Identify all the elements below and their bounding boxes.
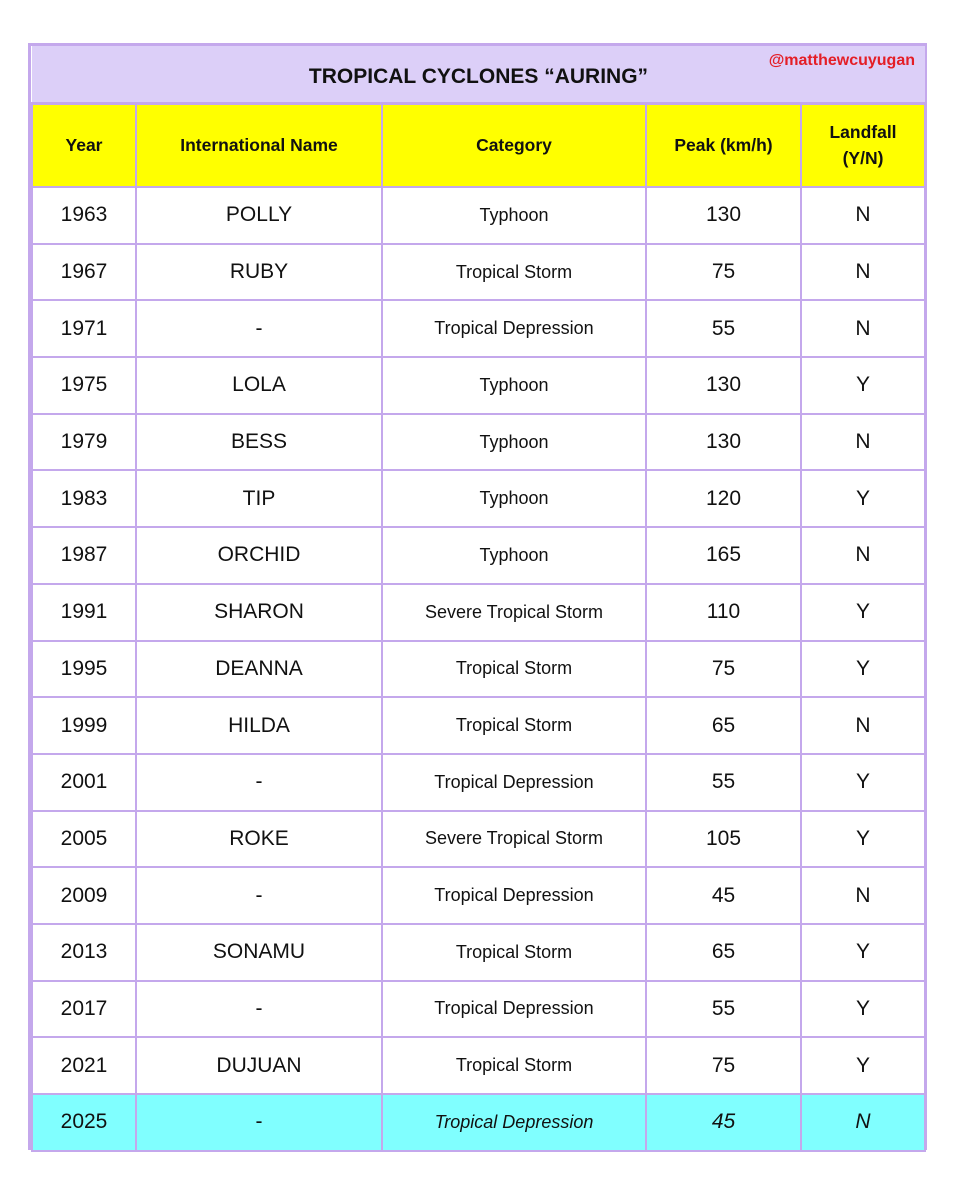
cell-peak: 65 [646,697,801,754]
cell-peak: 110 [646,584,801,641]
cell-international-name: - [136,300,382,357]
cell-international-name: TIP [136,470,382,527]
column-header-peak: Peak (km/h) [646,104,801,188]
cell-peak: 165 [646,527,801,584]
cell-peak: 75 [646,1037,801,1094]
table-row [32,244,925,301]
column-header-international-name: International Name [136,104,382,188]
cell-category: Severe Tropical Storm [382,584,646,641]
cell-category: Tropical Depression [382,867,646,924]
cell-landfall: Y [801,470,925,527]
cell-category: Typhoon [382,470,646,527]
table-title: TROPICAL CYCLONES “AURING” [308,65,649,88]
cell-year: 1975 [32,357,136,414]
cell-year: 1991 [32,584,136,641]
cell-international-name: - [136,981,382,1038]
cell-international-name: - [136,867,382,924]
table-row [32,811,925,868]
column-header-category: Category [382,104,646,188]
cell-category: Tropical Storm [382,697,646,754]
title-row [32,46,925,104]
cell-peak: 45 [646,867,801,924]
title-cell [32,46,925,104]
cell-peak: 75 [646,244,801,301]
cell-peak: 120 [646,470,801,527]
cell-landfall: N [801,1094,925,1151]
cell-peak: 65 [646,924,801,981]
cell-peak: 55 [646,754,801,811]
cell-year: 2001 [32,754,136,811]
cell-category: Typhoon [382,414,646,471]
cell-international-name: - [136,754,382,811]
cell-peak: 45 [646,1094,801,1151]
cell-international-name: RUBY [136,244,382,301]
table-row [32,470,925,527]
table-row [32,527,925,584]
cell-international-name: DEANNA [136,641,382,698]
cell-landfall: Y [801,584,925,641]
cell-landfall: Y [801,981,925,1038]
table-row [32,924,925,981]
cell-year: 1999 [32,697,136,754]
cell-category: Typhoon [382,187,646,244]
cell-category: Severe Tropical Storm [382,811,646,868]
cell-landfall: Y [801,641,925,698]
cell-year: 1963 [32,187,136,244]
cell-year: 2025 [32,1094,136,1151]
cell-international-name: ROKE [136,811,382,868]
table-row [32,357,925,414]
cell-category: Typhoon [382,527,646,584]
cell-category: Tropical Storm [382,924,646,981]
cell-year: 2013 [32,924,136,981]
cell-landfall: N [801,244,925,301]
cell-landfall: Y [801,811,925,868]
cell-category: Tropical Storm [382,1037,646,1094]
cell-peak: 130 [646,187,801,244]
cell-year: 2021 [32,1037,136,1094]
cell-peak: 130 [646,357,801,414]
cell-year: 1983 [32,470,136,527]
cell-year: 2017 [32,981,136,1038]
cell-category: Tropical Storm [382,641,646,698]
cell-international-name: DUJUAN [136,1037,382,1094]
auring-cyclone-table [28,43,927,1150]
cell-international-name: HILDA [136,697,382,754]
cell-landfall: Y [801,924,925,981]
table-row-highlighted [32,1094,925,1151]
table-row [32,187,925,244]
cell-landfall: N [801,867,925,924]
column-header-year: Year [32,104,136,188]
cell-category: Tropical Depression [382,981,646,1038]
table-row [32,641,925,698]
author-handle: @matthewcuyugan [768,52,915,69]
cell-international-name: LOLA [136,357,382,414]
table-row [32,981,925,1038]
cell-international-name: ORCHID [136,527,382,584]
table-row [32,867,925,924]
table-row [32,697,925,754]
cell-peak: 55 [646,981,801,1038]
cell-landfall: N [801,527,925,584]
cell-landfall: N [801,300,925,357]
cell-year: 1987 [32,527,136,584]
cell-year: 1967 [32,244,136,301]
cell-year: 2005 [32,811,136,868]
table-row [32,1037,925,1094]
cell-peak: 130 [646,414,801,471]
cell-landfall: Y [801,357,925,414]
table-row [32,754,925,811]
cell-landfall: Y [801,754,925,811]
table-row [32,584,925,641]
table-row [32,300,925,357]
cell-international-name: BESS [136,414,382,471]
cell-international-name: POLLY [136,187,382,244]
cell-year: 1995 [32,641,136,698]
cell-category: Tropical Depression [382,300,646,357]
cell-landfall: N [801,414,925,471]
cell-category: Typhoon [382,357,646,414]
cell-peak: 105 [646,811,801,868]
column-header-landfall: Landfall (Y/N) [801,104,925,188]
cell-landfall: Y [801,1037,925,1094]
cell-year: 1979 [32,414,136,471]
cell-international-name: SHARON [136,584,382,641]
cell-category: Tropical Depression [382,1094,646,1151]
cell-category: Tropical Storm [382,244,646,301]
table-row [32,414,925,471]
cell-landfall: N [801,697,925,754]
header-row [32,104,925,188]
cell-peak: 55 [646,300,801,357]
cell-international-name: SONAMU [136,924,382,981]
cell-category: Tropical Depression [382,754,646,811]
data-table [31,46,926,1152]
cell-peak: 75 [646,641,801,698]
cell-international-name: - [136,1094,382,1151]
cell-landfall: N [801,187,925,244]
cell-year: 2009 [32,867,136,924]
cell-year: 1971 [32,300,136,357]
